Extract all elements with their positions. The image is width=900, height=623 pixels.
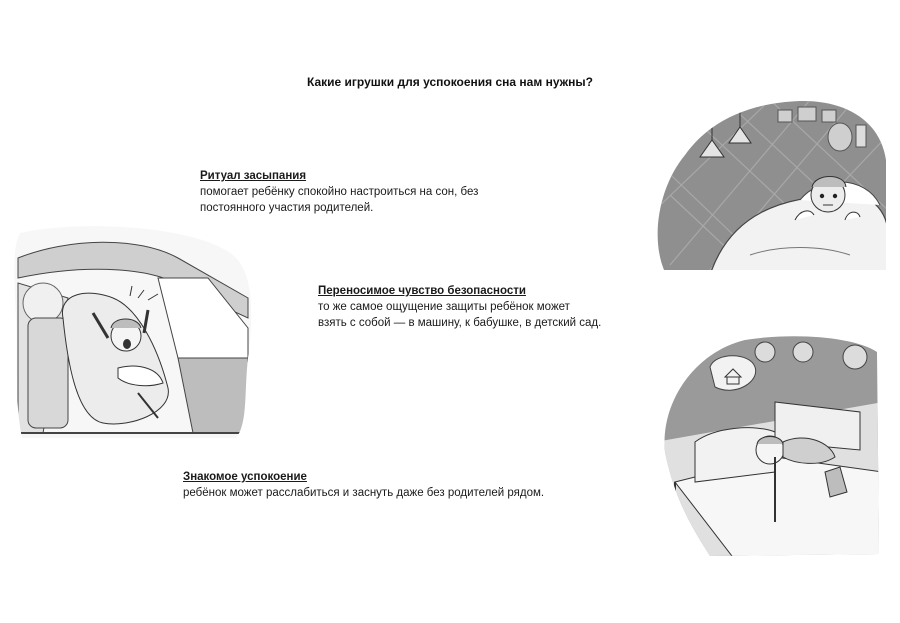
crying-child-in-car-seat-illustration [8, 218, 256, 440]
section-heading: Ритуал засыпания [200, 170, 307, 182]
child-sleeping-in-nursery-illustration [655, 332, 883, 560]
section-text: помогает ребёнку спокойно настроиться на сон, без постоянного участия родителей. [200, 186, 479, 214]
section-heading: Переносимое чувство безопасности [318, 285, 526, 297]
page-title: Какие игрушки для успокоения сна нам нужны? [307, 75, 593, 89]
section-text: то же самое ощущение защиты ребёнок может взять с собой — в машину, к бабушке, в детский сад. [318, 301, 602, 329]
section-familiar-calm [183, 469, 603, 501]
section-heading: Знакомое успокоение [183, 471, 307, 483]
child-in-bed-illustration [650, 95, 888, 275]
section-text: ребёнок может расслабиться и заснуть даже без родителей рядом. [183, 487, 545, 499]
section-portable-security [318, 283, 648, 331]
section-sleep-ritual [200, 168, 530, 216]
